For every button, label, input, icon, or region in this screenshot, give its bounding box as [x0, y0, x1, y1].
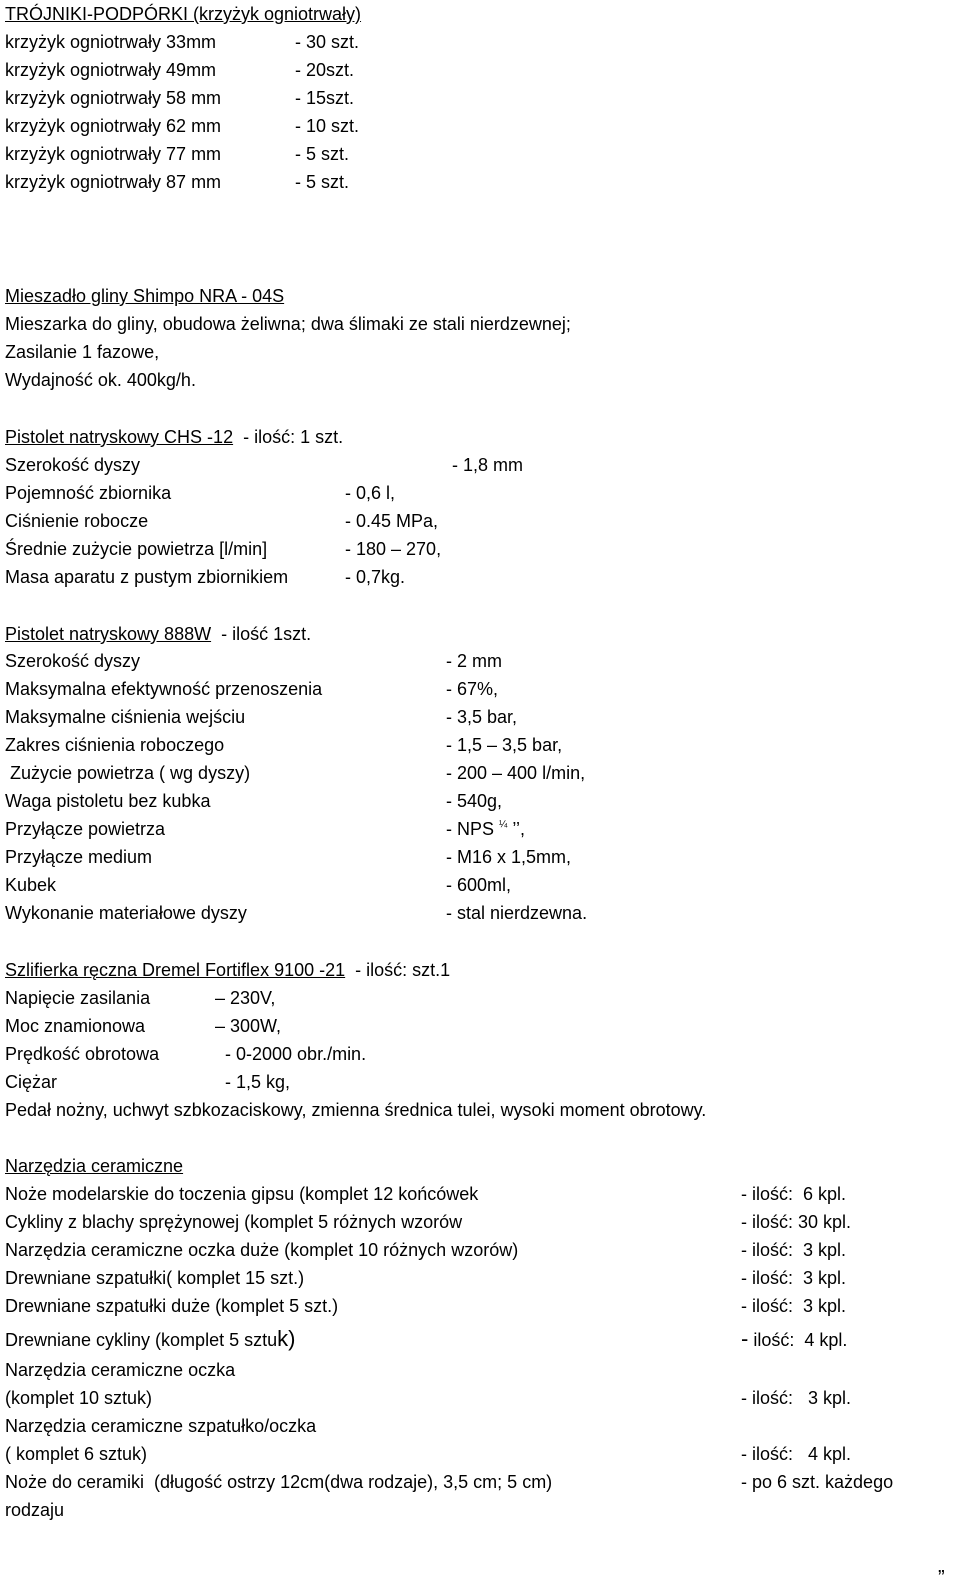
spec-value: - 0.45 MPa,: [345, 511, 439, 531]
trailing-quote-mark: „: [938, 1555, 945, 1577]
item-name: krzyżyk ogniotrwały 49mm: [5, 60, 217, 80]
spec-label: Wykonanie materiałowe dyszy: [5, 903, 247, 923]
spec-value: - 1,5 kg,: [225, 1072, 291, 1092]
spec-label: Masa aparatu z pustym zbiornikiem: [5, 567, 289, 587]
spec-value: - 0,6 l,: [345, 483, 396, 503]
item-qty: [741, 1325, 847, 1354]
spec-value: – 300W,: [215, 1016, 282, 1036]
item-name: rodzaju: [5, 1500, 65, 1520]
heading-title: Pistolet natryskowy CHS -12: [5, 427, 234, 447]
item-name: Drewniane szpatułki duże (komplet 5 szt.): [5, 1296, 339, 1316]
spec-value: - 1,8 mm: [452, 455, 524, 475]
item-qty-main: ilość: 4 kpl.: [748, 1330, 848, 1350]
spec-label: Przyłącze powietrza: [5, 819, 166, 839]
spec-label: Waga pistoletu bez kubka: [5, 791, 211, 811]
spec-label: Pojemność zbiornika: [5, 483, 172, 503]
item-name: krzyżyk ogniotrwały 58 mm: [5, 88, 222, 108]
item-name: krzyżyk ogniotrwały 62 mm: [5, 116, 222, 136]
item-qty: - 15szt.: [295, 88, 355, 108]
item-name: ( komplet 6 sztuk): [5, 1444, 148, 1464]
item-qty: - ilość: 30 kpl.: [741, 1212, 852, 1232]
item-qty: - 5 szt.: [295, 172, 350, 192]
spec-label: Moc znamionowa: [5, 1016, 146, 1036]
item-name: krzyżyk ogniotrwały 87 mm: [5, 172, 222, 192]
spec-value: - 3,5 bar,: [446, 707, 518, 727]
section-heading-trojniki: TRÓJNIKI-PODPÓRKI (krzyżyk ogniotrwały): [5, 4, 362, 24]
spec-label: Przyłącze medium: [5, 847, 153, 867]
spec-label: Ciśnienie robocze: [5, 511, 149, 531]
spec-value: - 67%,: [446, 679, 499, 699]
item-name: krzyżyk ogniotrwały 77 mm: [5, 144, 222, 164]
spec-value: – 230V,: [215, 988, 276, 1008]
paragraph-line: Wydajność ok. 400kg/h.: [5, 370, 196, 390]
item-name: [5, 1325, 295, 1354]
heading-qty: - ilość 1szt.: [211, 624, 312, 644]
spec-value: - 1,5 – 3,5 bar,: [446, 735, 563, 755]
spec-value: - 200 – 400 l/min,: [446, 763, 586, 783]
item-qty: - 20szt.: [295, 60, 355, 80]
spec-value-tail: ’’,: [507, 819, 526, 839]
section-heading-pistolet-888: [5, 620, 311, 648]
item-qty: - 10 szt.: [295, 116, 360, 136]
heading-qty: - ilość: 1 szt.: [233, 427, 344, 447]
section-heading-szlifierka: [5, 956, 450, 984]
item-qty: - po 6 szt. każdego: [741, 1472, 894, 1492]
item-name: Narzędzia ceramiczne oczka duże (komplet 10 różnych wzorów): [5, 1240, 519, 1260]
section-heading-pistolet-chs: [5, 423, 343, 451]
spec-label: Szerokość dyszy: [5, 455, 141, 475]
heading-qty: - ilość: szt.1: [345, 960, 451, 980]
spec-value: - 540g,: [446, 791, 503, 811]
item-name-tail: k): [277, 1326, 296, 1351]
spec-value: - 600ml,: [446, 875, 512, 895]
item-name: (komplet 10 sztuk): [5, 1388, 153, 1408]
spec-value: - stal nierdzewna.: [446, 903, 588, 923]
paragraph-line: Zasilanie 1 fazowe,: [5, 342, 160, 362]
item-qty-dash: -: [741, 1326, 749, 1351]
item-name-main: Drewniane cykliny (komplet 5 sztu: [5, 1330, 278, 1350]
spec-label: Średnie zużycie powietrza [l/min]: [5, 539, 268, 559]
spec-label: Zakres ciśnienia roboczego: [5, 735, 225, 755]
heading-title: Szlifierka ręczna Dremel Fortiflex 9100 -21: [5, 960, 346, 980]
spec-value: - 0,7kg.: [345, 567, 406, 587]
paragraph-line: Mieszarka do gliny, obudowa żeliwna; dwa ślimaki ze stali nierdzewnej;: [5, 314, 571, 334]
spec-label: Maksymalne ciśnienia wejściu: [5, 707, 246, 727]
item-name: krzyżyk ogniotrwały 33mm: [5, 32, 217, 52]
item-name: Narzędzia ceramiczne szpatułko/oczka: [5, 1416, 317, 1436]
spec-label: Zużycie powietrza ( wg dyszy): [5, 763, 251, 783]
item-name: Noże modelarskie do toczenia gipsu (komplet 12 końcówek: [5, 1184, 479, 1204]
item-qty: - ilość: 3 kpl.: [741, 1240, 847, 1260]
spec-label: Prędkość obrotowa: [5, 1044, 160, 1064]
superscript-fraction: ¼: [499, 819, 508, 830]
item-qty: - ilość: 3 kpl.: [741, 1296, 847, 1316]
spec-value: - M16 x 1,5mm,: [446, 847, 572, 867]
item-qty: - 5 szt.: [295, 144, 350, 164]
spec-label: Szerokość dyszy: [5, 651, 141, 671]
spec-value: - 2 mm: [446, 651, 502, 671]
spec-label: Maksymalna efektywność przenoszenia: [5, 679, 323, 699]
item-name: Noże do ceramiki (długość ostrzy 12cm(dwa rodzaje), 3,5 cm; 5 cm): [5, 1472, 553, 1492]
spec-value-main: - NPS: [446, 819, 500, 839]
item-name: Narzędzia ceramiczne oczka: [5, 1360, 236, 1380]
heading-title: Pistolet natryskowy 888W: [5, 624, 212, 644]
spec-value: - 0-2000 obr./min.: [225, 1044, 367, 1064]
item-qty: - ilość: 4 kpl.: [741, 1444, 852, 1464]
item-name: Drewniane szpatułki( komplet 15 szt.): [5, 1268, 305, 1288]
paragraph-line: Pedał nożny, uchwyt szbkozaciskowy, zmienna średnica tulei, wysoki moment obrotowy.: [5, 1100, 707, 1120]
item-name: Cykliny z blachy sprężynowej (komplet 5 różnych wzorów: [5, 1212, 463, 1232]
item-qty: - ilość: 6 kpl.: [741, 1184, 847, 1204]
item-qty: - ilość: 3 kpl.: [741, 1268, 847, 1288]
spec-value: - 180 – 270,: [345, 539, 442, 559]
section-heading-mieszadlo: Mieszadło gliny Shimpo NRA - 04S: [5, 286, 285, 306]
item-qty: - 30 szt.: [295, 32, 360, 52]
spec-label: Napięcie zasilania: [5, 988, 151, 1008]
spec-label: Ciężar: [5, 1072, 58, 1092]
spec-label: Kubek: [5, 875, 57, 895]
item-qty: - ilość: 3 kpl.: [741, 1388, 852, 1408]
section-heading-narzedzia: Narzędzia ceramiczne: [5, 1156, 184, 1176]
